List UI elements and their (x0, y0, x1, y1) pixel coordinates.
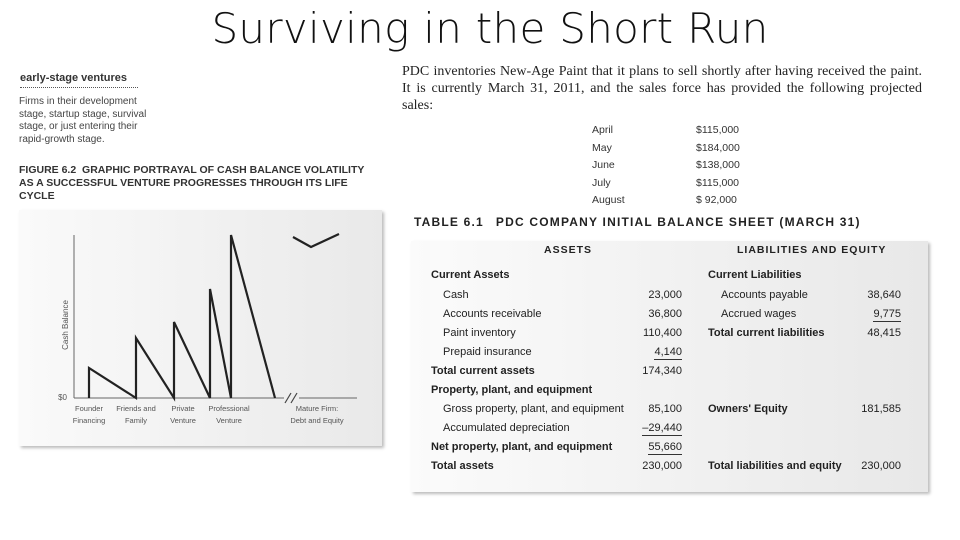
sales-amount: $138,000 (696, 159, 740, 171)
stage-label: Mature Firm: (295, 404, 339, 413)
owners-equity-value: 181,585 (861, 403, 901, 415)
sidenote-body: Firms in their development stage, startup stage, survival stage, or just entering their rapid-growth stage. (19, 96, 147, 145)
asset-row-label: Paint inventory (443, 327, 516, 339)
sales-month: May (592, 141, 612, 154)
sales-amount: $ 92,000 (696, 194, 737, 206)
ppe-row-label: Gross property, plant, and equipment (443, 403, 624, 415)
owners-equity-label: Owners' Equity (708, 403, 788, 415)
asset-row-label: Accounts receivable (443, 308, 542, 320)
stage-label: Financing (72, 416, 106, 425)
table-title (414, 215, 861, 229)
stage-label: Venture (216, 416, 242, 425)
asset-row-value: 4,140 (654, 346, 682, 358)
balance-sheet (411, 241, 928, 492)
ppe-label: Property, plant, and equipment (431, 384, 593, 396)
x-stage-labels (73, 404, 344, 425)
stage-label: Friends and (116, 404, 156, 413)
figure-label: FIGURE 6.2 (19, 164, 77, 176)
asset-row-value: 110,400 (643, 327, 682, 339)
cash-balance-chart (19, 210, 382, 446)
axis-break-mark (285, 393, 297, 403)
total-liab-equity-label: Total liabilities and equity (708, 460, 842, 472)
sales-row (592, 159, 752, 177)
stage-label: Founder (75, 404, 103, 413)
asset-row-value: 23,000 (648, 289, 682, 301)
asset-row-label: Prepaid insurance (443, 346, 532, 358)
cash-sawtooth-line (89, 235, 275, 398)
stage-label: Debt and Equity (290, 416, 344, 425)
assets-heading: ASSETS (544, 244, 593, 256)
sales-amount: $115,000 (696, 124, 740, 136)
total-current-assets-value: 174,340 (642, 365, 682, 377)
current-assets-label: Current Assets (431, 269, 510, 281)
net-ppe-label: Net property, plant, and equipment (431, 441, 613, 453)
sales-amount: $115,000 (696, 176, 740, 189)
table-title-text: PDC COMPANY INITIAL BALANCE SHEET (MARCH 31) (495, 215, 861, 229)
ppe-row-value: –29,440 (642, 422, 682, 434)
asset-row-label: Cash (443, 289, 469, 301)
sales-row (592, 124, 752, 142)
sidenote-heading: early-stage ventures (20, 72, 138, 88)
stage-label: Professional (208, 404, 250, 413)
table-label: TABLE 6.1 (414, 215, 484, 229)
liab-row-value: 38,640 (867, 289, 901, 301)
projected-sales-list (592, 124, 752, 212)
asset-row-value: 36,800 (648, 308, 682, 320)
sales-row (592, 142, 752, 160)
scenario-paragraph: PDC inventories New-Age Paint that it plans to sell shortly after having received the paint. It is currently March 31, 2011, and the sales force has provided the following projected sales: (402, 64, 922, 113)
sales-row (592, 177, 752, 195)
zero-label: $0 (58, 393, 67, 402)
sales-month: August (592, 194, 625, 206)
total-assets-label: Total assets (431, 460, 494, 472)
sales-month: June (592, 159, 615, 171)
stage-label: Venture (170, 416, 196, 425)
liab-row-label: Accrued wages (721, 308, 797, 320)
slide-title: Surviving in the Short Run (211, 4, 769, 53)
y-axis-label: Cash Balance (61, 300, 70, 350)
total-current-assets-label: Total current assets (431, 365, 535, 377)
total-assets-value: 230,000 (642, 460, 682, 472)
sales-month: July (592, 176, 611, 189)
stage-label: Family (124, 416, 148, 425)
liab-row-label: Accounts payable (721, 289, 808, 301)
figure-caption-text: GRAPHIC PORTRAYAL OF CASH BALANCE VOLATILITY AS A SUCCESSFUL VENTURE PROGRESSES THROUGH ITS LIFE CYCLE (19, 164, 365, 202)
chart-svg (19, 210, 382, 446)
sales-month: April (592, 124, 614, 136)
sales-amount: $184,000 (696, 141, 740, 154)
sales-row (592, 194, 752, 212)
current-liab-label: Current Liabilities (708, 269, 802, 281)
figure-caption (19, 164, 369, 203)
liab-row-value: 9,775 (873, 308, 901, 320)
mature-firm-line (293, 234, 339, 247)
net-ppe-value: 55,660 (648, 441, 682, 453)
liabilities-heading: LIABILITIES AND EQUITY (737, 244, 887, 256)
total-current-liab-label: Total current liabilities (708, 327, 825, 339)
ppe-row-value: 85,100 (648, 403, 682, 415)
stage-label: Private (171, 404, 195, 413)
total-current-liab-value: 48,415 (867, 327, 901, 339)
ppe-row-label: Accumulated depreciation (443, 422, 570, 434)
total-liab-equity-value: 230,000 (861, 460, 901, 472)
